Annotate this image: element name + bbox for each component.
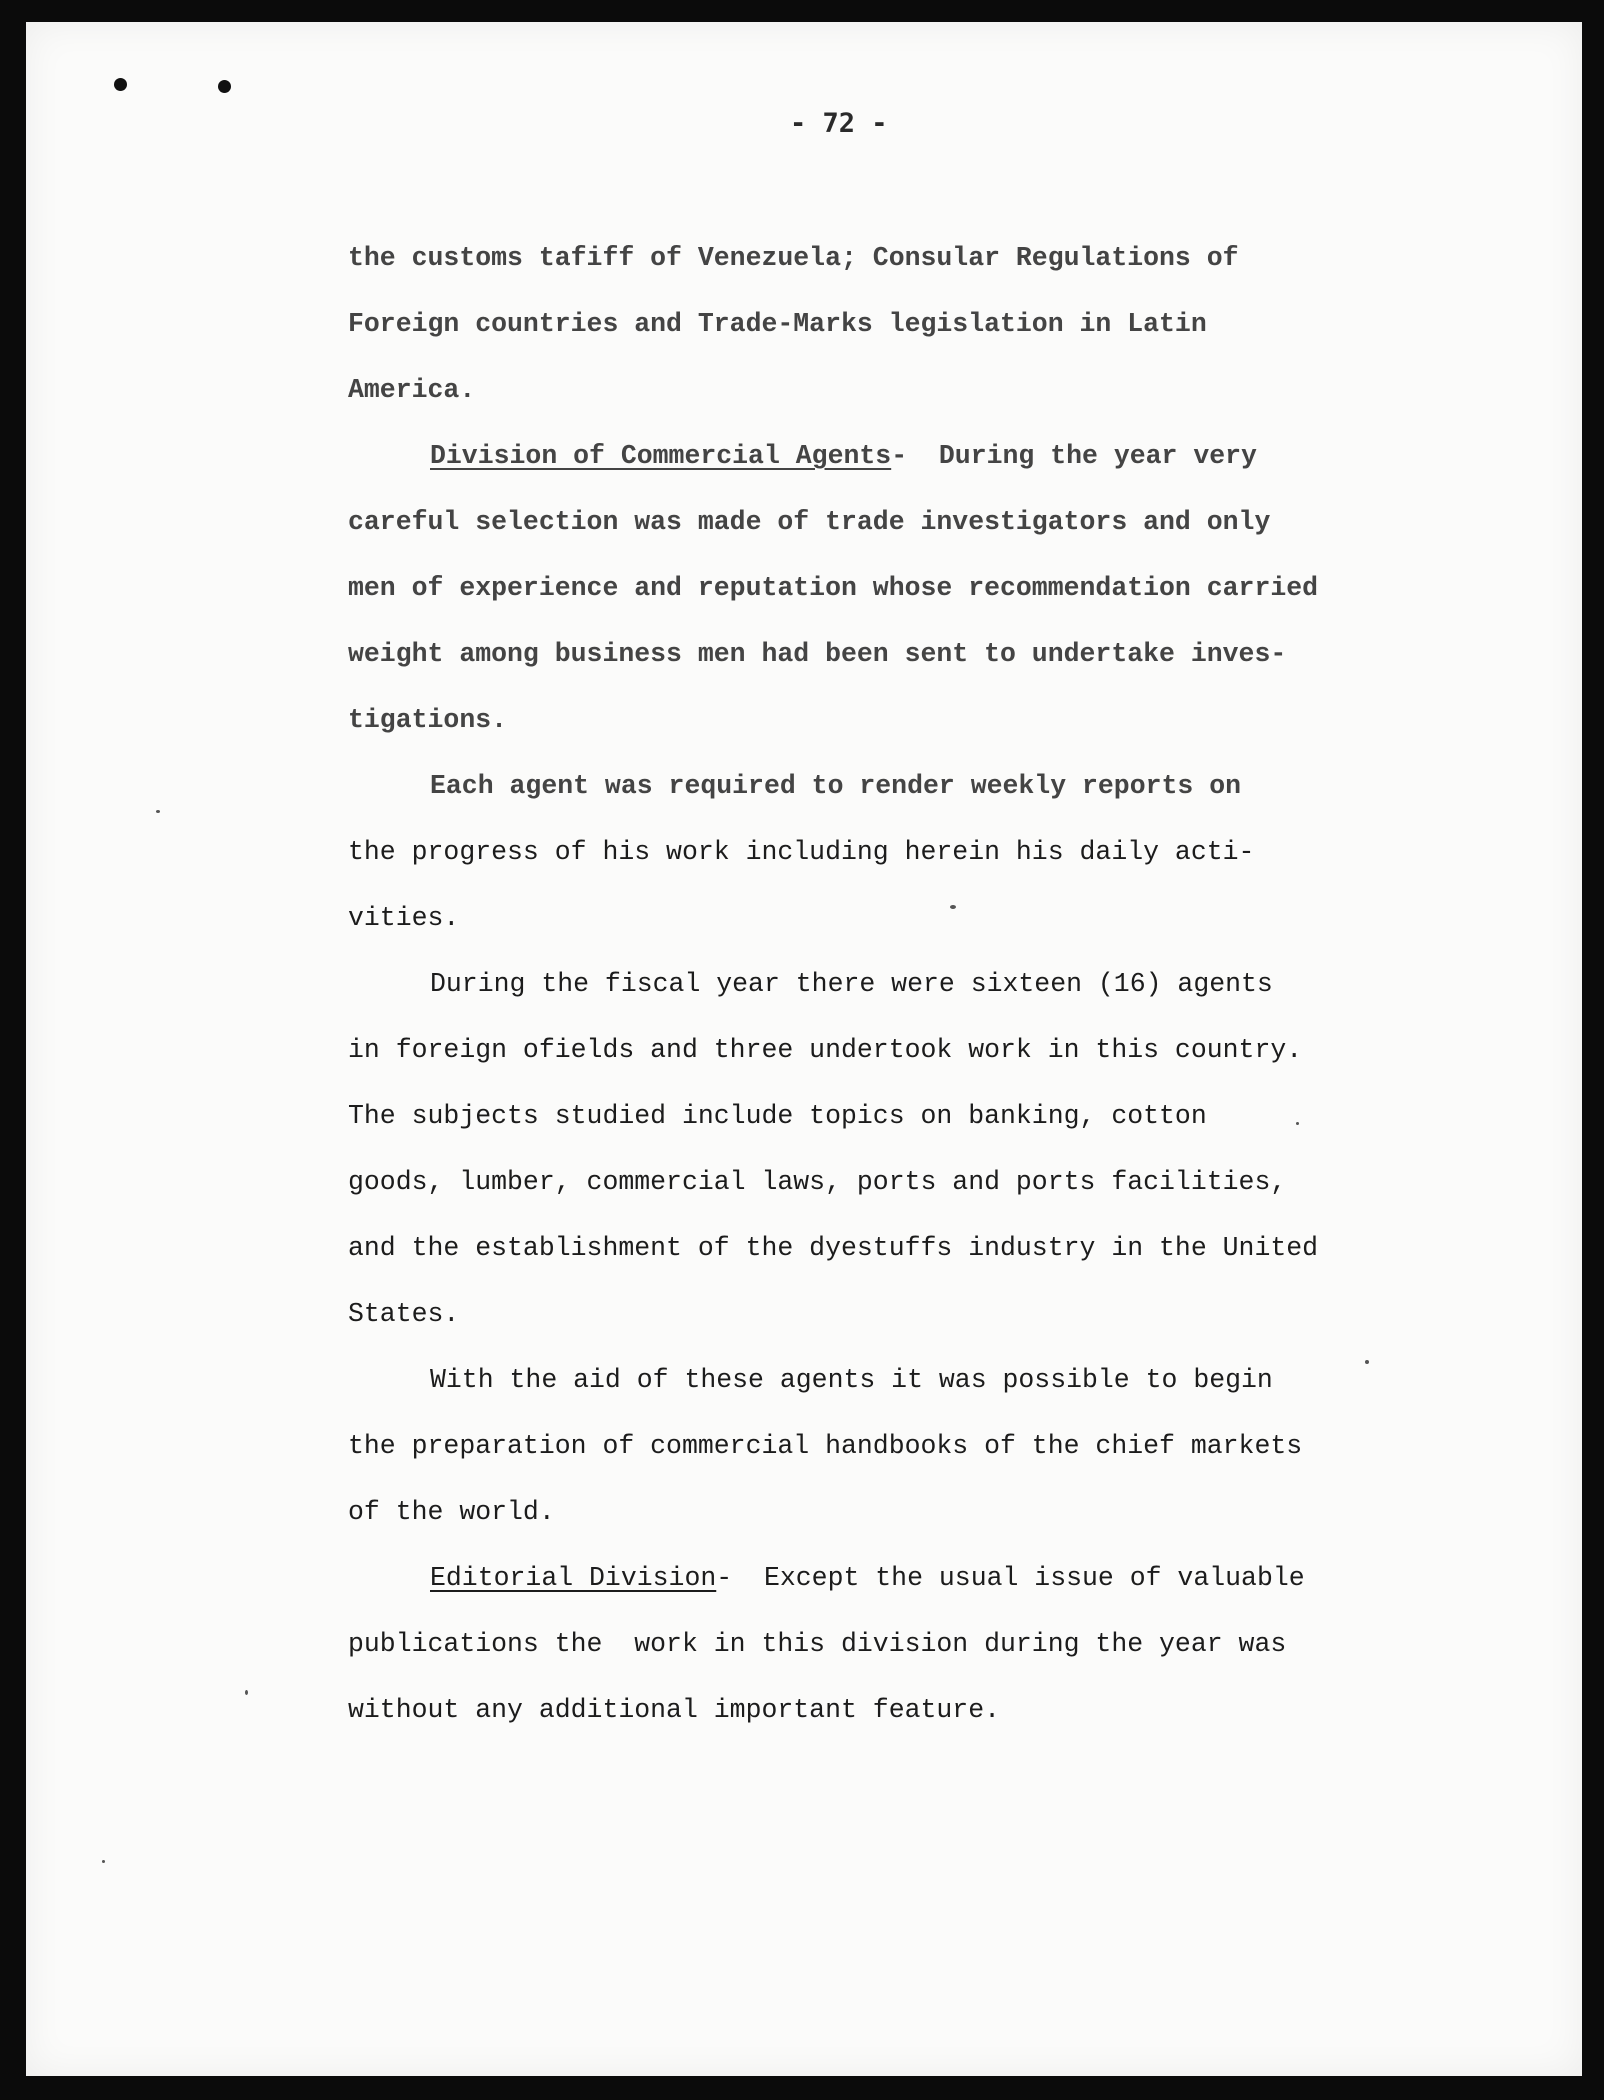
text-line: without any additional important feature.	[348, 1695, 1001, 1725]
text-line: vities.	[348, 903, 460, 933]
scan-speck	[245, 1690, 248, 1695]
text-line: America.	[348, 375, 476, 405]
text-line: and the establishment of the dyestuffs industry in the United	[348, 1233, 1319, 1263]
text-line: Each agent was required to render weekly reports on	[430, 771, 1242, 801]
text-line: weight among business men had been sent to undertake inves-	[348, 639, 1287, 669]
text-line: the customs tafiff of Venezuela; Consular Regulations of	[348, 243, 1239, 273]
text-line: the preparation of commercial handbooks of the chief markets	[348, 1431, 1303, 1461]
scan-speck	[950, 905, 956, 909]
text-line: of the world.	[348, 1497, 555, 1527]
body-text	[348, 230, 1358, 1748]
text-line: Foreign countries and Trade-Marks legislation in Latin	[348, 309, 1207, 339]
section-heading: Editorial Division	[430, 1563, 717, 1593]
scan-speck	[1296, 1122, 1299, 1125]
scan-speck	[102, 1860, 105, 1863]
punch-hole	[218, 80, 231, 93]
text-segment: During the year very	[907, 441, 1257, 471]
scan-speck	[1365, 1360, 1369, 1364]
scan-speck	[156, 810, 160, 813]
heading-suffix: -	[891, 441, 908, 471]
text-line: With the aid of these agents it was possible to begin	[430, 1365, 1273, 1395]
text-line	[348, 428, 1358, 494]
heading-suffix: -	[716, 1563, 733, 1593]
text-line: tigations.	[348, 705, 508, 735]
punch-hole	[114, 78, 127, 91]
text-segment: Except the usual issue of valuable	[732, 1563, 1305, 1593]
page-number: - 72 -	[790, 108, 888, 139]
text-line: goods, lumber, commercial laws, ports and ports facilities,	[348, 1167, 1287, 1197]
text-line: The subjects studied include topics on banking, cotton	[348, 1101, 1207, 1131]
text-line: States.	[348, 1299, 460, 1329]
text-line: During the fiscal year there were sixteen (16) agents	[430, 969, 1273, 999]
text-line: the progress of his work including herein his daily acti-	[348, 837, 1255, 867]
text-line	[348, 1550, 1358, 1616]
text-line: publications the work in this division during the year was	[348, 1629, 1287, 1659]
text-line: careful selection was made of trade investigators and only	[348, 507, 1271, 537]
text-line: in foreign ofields and three undertook work in this country.	[348, 1035, 1303, 1065]
text-line: men of experience and reputation whose recommendation carried	[348, 573, 1319, 603]
section-heading: Division of Commercial Agents	[430, 441, 892, 471]
